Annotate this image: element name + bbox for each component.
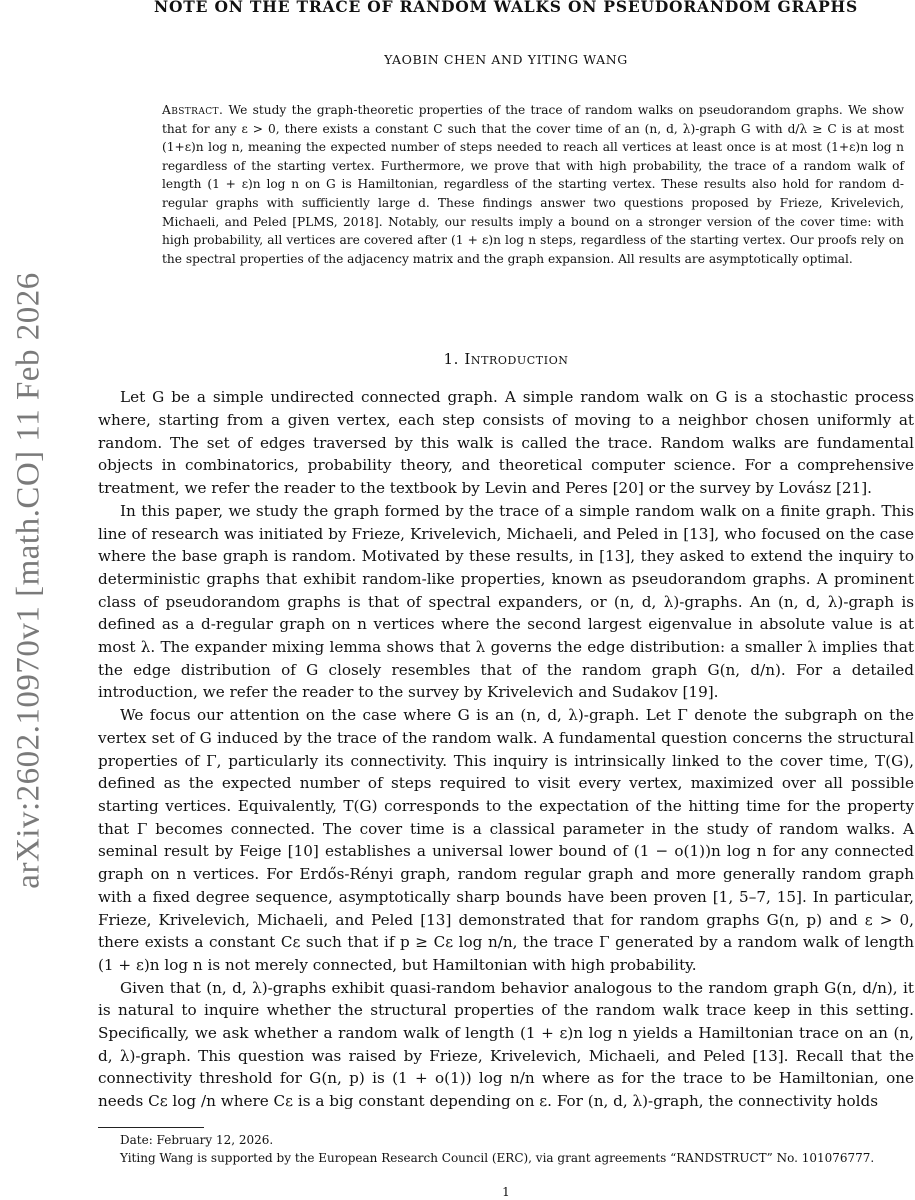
paragraph: Given that (n, d, λ)-graphs exhibit quasi-random behavior analogous to the random graph G(n, d/n), it is natural to inquire whether the structural properties of the random walk trace keep in this setting. Specifically, we ask whether a random walk of length (1 + ε)n log n yields a Hamiltonian trace on an (n, d, λ)-graph. This question was raised by Frieze, Krivelevich, Michaeli, and Peled [13]. Recall that the connectivity threshold for G(n, p) is (1 + o(1)) log n/n where as for the trace to be Hamiltonian, one needs Cε log /n where Cε is a big constant depending on ε. For (n, d, λ)-graph, the connectivity holds <box>98 978 914 1111</box>
paragraph: Let G be a simple undirected connected graph. A simple random walk on G is a stochastic process where, starting from a given vertex, each step consists of moving to a neighbor chosen uniformly at random. The set of edges traversed by this walk is called the trace. Random walks are fundamental objects in combinatorics, probability theory, and theoretical computer science. For a comprehensive treatment, we refer the reader to the textbook by Levin and Peres [20] or the survey by Lovász [21]. <box>98 388 914 498</box>
paper-page <box>98 0 914 1199</box>
section-heading: 1. Introduction <box>443 350 569 369</box>
paragraph: In this paper, we study the graph formed by the trace of a simple random walk on a finite graph. This line of research was initiated by Frieze, Krivelevich, Michaeli, and Peled in [13], who focused on the case where the base graph is random. Motivated by these results, in [13], they asked to extend the inquiry to deterministic graphs that exhibit random-like properties, known as pseudorandom graphs. A prominent class of pseudorandom graphs is that of spectral expanders, or (n, d, λ)-graphs. An (n, d, λ)-graph is defined as a d-regular graph on n vertices where the second largest eigenvalue in absolute value is at most λ. The expander mixing lemma shows that λ governs the edge distribution: a smaller λ implies that the edge distribution of G closely resembles that of the random graph G(n, d/n). For a detailed introduction, we refer the reader to the survey by Krivelevich and Sudakov [19]. <box>98 501 914 702</box>
footnotes <box>98 1132 914 1167</box>
paragraph: We focus our attention on the case where G is an (n, d, λ)-graph. Let Γ denote the subgraph on the vertex set of G induced by the trace of the random walk. A fundamental question concerns the structural properties of Γ, particularly its connectivity. This inquiry is intrinsically linked to the cover time, T(G), defined as the expected number of steps required to visit every vertex, maximized over all possible starting vertices. Equivalently, T(G) corresponds to the expectation of the hitting time for the property that Γ becomes connected. The cover time is a classical parameter in the study of random walks. A seminal result by Feige [10] establishes a universal lower bound of (1 − o(1))n log n for any connected graph on n vertices. For Erdős-Rényi graph, random regular graph and more generally random graph with a fixed degree sequence, asymptotically sharp bounds have been proven [1, 5–7, 15]. In particular, Frieze, Krivelevich, Michaeli, and Peled [13] demonstrated that for random graphs G(n, p) and ε > 0, there exists a constant Cε such that if p ≥ Cε log n/n, the trace Γ generated by a random walk of length (1 + ε)n log n is not merely connected, but Hamiltonian with high probability. <box>98 706 914 974</box>
footnote-rule <box>98 1127 204 1128</box>
body-text <box>98 386 914 1113</box>
abstract <box>162 101 904 268</box>
paper-title: NOTE ON THE TRACE OF RANDOM WALKS ON PSEUDORANDOM GRAPHS <box>154 0 858 16</box>
abstract-label: Abstract. <box>162 103 224 117</box>
abstract-text: We study the graph-theoretic properties of the trace of random walks on pseudorandom graphs. We show that for any ε > 0, there exists a constant C such that the cover time of an (n, d, λ)-graph G with d/λ ≥ C is at most (1+ε)n log n, meaning the expected number of steps needed to reach all vertices at least once is at most (1+ε)n log n regardless of the starting vertex. Furthermore, we prove that with high probability, the trace of a random walk of length (1 + ε)n log n on G is Hamiltonian, regardless of the starting vertex. These results also hold for random d-regular graphs with sufficiently large d. These findings answer two questions proposed by Frieze, Krivelevich, Michaeli, and Peled [PLMS, 2018]. Notably, our results imply a bound on a stronger version of the cover time: with high probability, all vertices are covered after (1 + ε)n log n steps, regardless of the starting vertex. Our proofs rely on the spectral properties of the adjacency matrix and the graph expansion. All results are asymptotically optimal. <box>162 103 905 266</box>
arxiv-side-stamp <box>6 240 52 920</box>
arxiv-identifier: arXiv:2602.10970v1 [math.CO] 11 Feb 2026 <box>10 271 47 889</box>
footnote-funding: Yiting Wang is supported by the European Research Council (ERC), via grant agreements “RANDSTRUCT” No. 101076777. <box>120 1150 875 1165</box>
footnote-date: Date: February 12, 2026. <box>120 1133 274 1147</box>
page-number: 1 <box>502 1185 510 1199</box>
paper-authors: YAOBIN CHEN AND YITING WANG <box>384 52 628 67</box>
